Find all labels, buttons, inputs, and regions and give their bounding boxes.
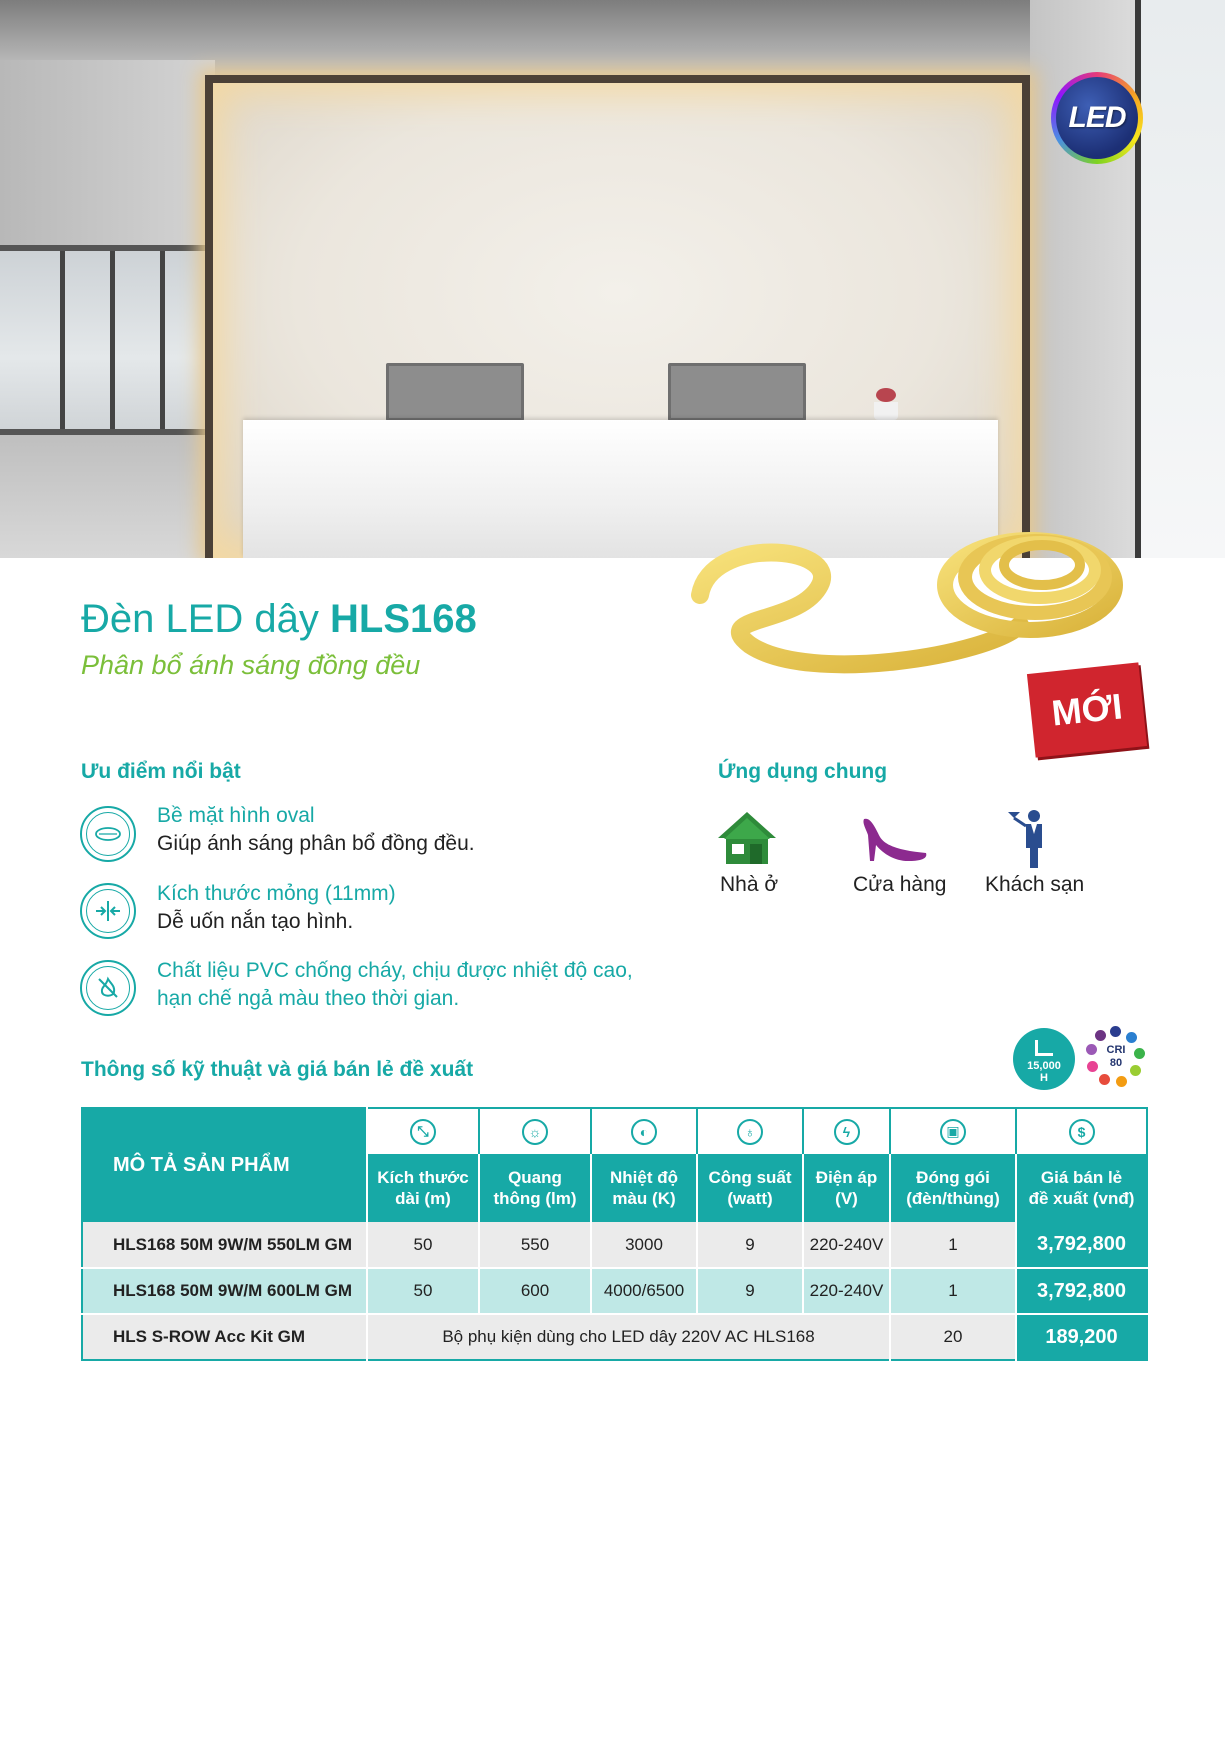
column-header-watt: Công suất (watt) [697,1154,803,1222]
price-value: 189,200 [1016,1314,1147,1360]
length-icon: ⤡ [367,1108,479,1154]
cct-value: 3000 [591,1222,697,1268]
product-name: HLS S-ROW Acc Kit GM [82,1314,367,1360]
hero-photo [0,0,1225,558]
product-name: HLS168 50M 9W/M 550LM GM [82,1222,367,1268]
package-icon: ▣ [890,1108,1016,1154]
oval-surface-icon [80,806,136,862]
table-row [82,1222,1147,1268]
hero-monitor [668,363,806,421]
accessory-note: Bộ phụ kiện dùng cho LED dây 220V AC HLS168 [367,1314,890,1360]
waiter-icon [1006,808,1050,870]
product-column-header: MÔ TẢ SẢN PHẨM [82,1108,367,1222]
feature-desc: Giúp ánh sáng phân bổ đồng đều. [157,832,475,855]
application-label: Khách sạn [985,873,1085,896]
table-row [82,1268,1147,1314]
column-header-pack: Đóng gói (đèn/thùng) [890,1154,1016,1222]
length-value: 50 [367,1268,479,1314]
features-heading: Ưu điểm nổi bật [81,760,241,783]
column-header-voltage: Điện áp (V) [803,1154,890,1222]
voltage-value: 220-240V [803,1268,890,1314]
lifetime-badge: 15,000 H [1013,1028,1075,1090]
price-value: 3,792,800 [1016,1222,1147,1268]
product-title: Đèn LED dây HLS168 [81,597,477,641]
led-logo-badge [1051,72,1143,164]
pack-value: 1 [890,1222,1016,1268]
column-header-length: Kích thước dài (m) [367,1154,479,1222]
house-icon [716,810,778,866]
voltage-icon: ϟ [803,1108,890,1154]
feature-desc: hạn chế ngả màu theo thời gian. [157,987,460,1010]
thin-size-icon [80,883,136,939]
application-label: Cửa hàng [853,873,947,896]
clock-icon [1035,1040,1053,1056]
spec-table [81,1107,1148,1361]
specs-heading: Thông số kỹ thuật và giá bán lẻ đề xuất [81,1058,474,1081]
hero-right-window [1135,0,1225,558]
watt-value: 9 [697,1268,803,1314]
power-icon: ♁ [697,1108,803,1154]
high-heel-icon [860,815,930,865]
fire-resistant-icon [80,960,136,1016]
pack-value: 20 [890,1314,1016,1360]
column-header-cct: Nhiệt độ màu (K) [591,1154,697,1222]
feature-title: Bề mặt hình oval [157,804,315,827]
hero-left-window [0,245,215,435]
color-temp-icon: ◐ [591,1108,697,1154]
lumen-value: 600 [479,1268,591,1314]
feature-title: Chất liệu PVC chống cháy, chịu được nhiệt độ cao, [157,959,633,982]
voltage-value: 220-240V [803,1222,890,1268]
new-badge: MỚI [1027,662,1147,757]
table-row [82,1314,1147,1360]
pack-value: 1 [890,1268,1016,1314]
price-icon: $ [1016,1108,1147,1154]
product-name: HLS168 50M 9W/M 600LM GM [82,1268,367,1314]
cct-value: 4000/6500 [591,1268,697,1314]
led-logo-text: LED [1056,77,1138,159]
column-header-price: Giá bán lẻ đề xuất (vnđ) [1016,1154,1147,1222]
length-value: 50 [367,1222,479,1268]
hero-floor [0,435,240,558]
lumen-icon: ☼ [479,1108,591,1154]
feature-desc: Dễ uốn nắn tạo hình. [157,910,354,933]
hero-plant [866,388,906,420]
product-subtitle: Phân bổ ánh sáng đồng đều [81,650,421,680]
hero-monitor [386,363,524,421]
feature-title: Kích thước mỏng (11mm) [157,882,396,905]
led-strip-image [690,515,1130,695]
lumen-value: 550 [479,1222,591,1268]
application-label: Nhà ở [720,873,779,896]
watt-value: 9 [697,1222,803,1268]
column-header-lumen: Quang thông (lm) [479,1154,591,1222]
price-value: 3,792,800 [1016,1268,1147,1314]
applications-heading: Ứng dụng chung [718,760,888,783]
product-model: HLS168 [330,597,477,641]
cri-badge: CRI 80 [1084,1024,1148,1090]
